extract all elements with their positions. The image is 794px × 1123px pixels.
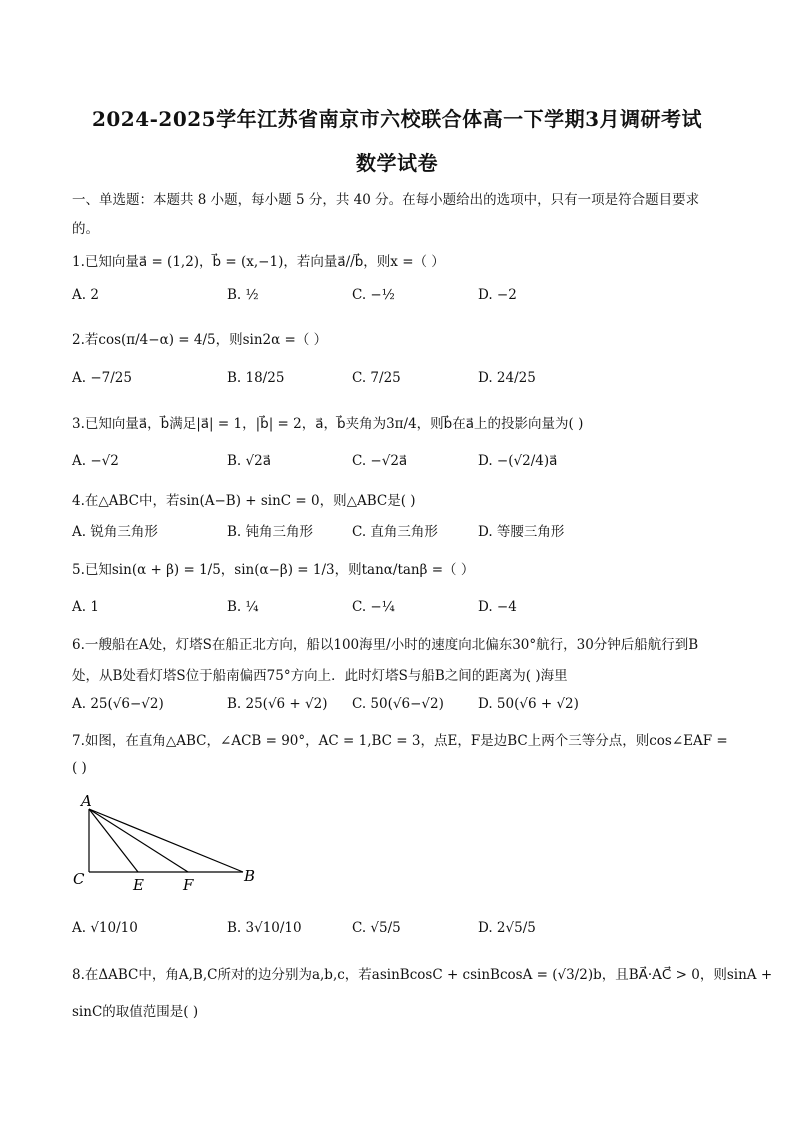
question-6-stem: 6.一艘船在A处，灯塔S在船正北方向，船以100海里/小时的速度向北偏东30°航行，30分钟后船航行到B bbox=[72, 637, 699, 653]
q4-option-a: A. 锐角三角形 bbox=[72, 524, 158, 540]
q1-option-a: A. 2 bbox=[72, 287, 99, 303]
q2-option-b: B. 18/25 bbox=[227, 370, 285, 386]
exam-subtitle: 数学试卷 bbox=[356, 151, 438, 175]
q1-option-b: B. ½ bbox=[227, 287, 259, 303]
q4-option-c: C. 直角三角形 bbox=[352, 524, 438, 540]
q4-option-d: D. 等腰三角形 bbox=[478, 524, 565, 540]
q2-option-d: D. 24/25 bbox=[478, 370, 536, 386]
q6-option-b: B. 25(√6 + √2) bbox=[227, 696, 328, 712]
q3-option-d: D. −(√2/4)a⃗ bbox=[478, 453, 558, 469]
section-instructions: 一、单选题：本题共 8 小题，每小题 5 分，共 40 分。在每小题给出的选项中，只有一项是符合题目要求 bbox=[72, 192, 700, 208]
q3-option-a: A. −√2 bbox=[72, 453, 119, 469]
question-7-stem-cont: ( ) bbox=[72, 760, 87, 776]
q6-option-d: D. 50(√6 + √2) bbox=[478, 696, 579, 712]
q2-option-a: A. −7/25 bbox=[72, 370, 132, 386]
point-label-f: F bbox=[183, 876, 194, 894]
q3-option-b: B. √2a⃗ bbox=[227, 453, 271, 469]
q1-option-c: C. −½ bbox=[352, 287, 395, 303]
q5-option-b: B. ¼ bbox=[227, 599, 259, 615]
segment-af bbox=[89, 809, 188, 872]
question-2-stem: 2.若cos(π/4−α) = 4/5，则sin2α =（ ） bbox=[72, 332, 328, 348]
q6-option-c: C. 50(√6−√2) bbox=[352, 696, 444, 712]
q7-option-b: B. 3√10/10 bbox=[227, 920, 302, 936]
q7-option-a: A. √10/10 bbox=[72, 920, 138, 936]
q2-option-c: C. 7/25 bbox=[352, 370, 401, 386]
exam-title: 2024-2025学年江苏省南京市六校联合体高一下学期3月调研考试 bbox=[91, 107, 703, 131]
question-8-stem: 8.在ΔABC中，角A,B,C所对的边分别为a,b,c，若asinBcosC + csinBcosA = (√3/2)b，且BA⃗·AC⃗ > 0，则sinA + bbox=[72, 967, 773, 983]
question-1-stem: 1.已知向量a⃗ = (1,2)，b⃗ = (x,−1)，若向量a⃗//b⃗，则x =（ ） bbox=[72, 254, 445, 270]
question-6-stem-cont: 处，从B处看灯塔S位于船南偏西75°方向上．此时灯塔S与船B之间的距离为( )海里 bbox=[72, 668, 568, 684]
question-3-stem: 3.已知向量a⃗，b⃗满足|a⃗| = 1，|b⃗| = 2，a⃗，b⃗夹角为3π/4，则b⃗在a⃗上的投影向量为( ) bbox=[72, 416, 584, 432]
q3-option-c: C. −√2a⃗ bbox=[352, 453, 408, 469]
vertex-label-c: C bbox=[73, 870, 85, 888]
q7-option-c: C. √5/5 bbox=[352, 920, 401, 936]
vertex-label-a: A bbox=[81, 792, 92, 810]
question-7-stem: 7.如图，在直角△ABC，∠ACB = 90°，AC = 1,BC = 3，点E，F是边BC上两个三等分点，则cos∠EAF = bbox=[72, 733, 728, 749]
question-5-stem: 5.已知sin(α + β) = 1/5，sin(α−β) = 1/3，则tanα/tanβ =（ ） bbox=[72, 562, 475, 578]
q4-option-b: B. 钝角三角形 bbox=[227, 524, 314, 540]
segment-ab bbox=[89, 809, 243, 872]
q6-option-a: A. 25(√6−√2) bbox=[72, 696, 164, 712]
q5-option-c: C. −¼ bbox=[352, 599, 395, 615]
triangle-figure bbox=[68, 792, 268, 894]
q5-option-a: A. 1 bbox=[72, 599, 99, 615]
section-instructions-cont: 的。 bbox=[72, 221, 99, 237]
q5-option-d: D. −4 bbox=[478, 599, 517, 615]
point-label-e: E bbox=[133, 876, 144, 894]
q7-option-d: D. 2√5/5 bbox=[478, 920, 536, 936]
q1-option-d: D. −2 bbox=[478, 287, 517, 303]
question-8-stem-cont: sinC的取值范围是( ) bbox=[72, 1004, 199, 1020]
vertex-label-b: B bbox=[244, 867, 256, 885]
question-4-stem: 4.在△ABC中，若sin(A−B) + sinC = 0，则△ABC是( ) bbox=[72, 493, 416, 509]
